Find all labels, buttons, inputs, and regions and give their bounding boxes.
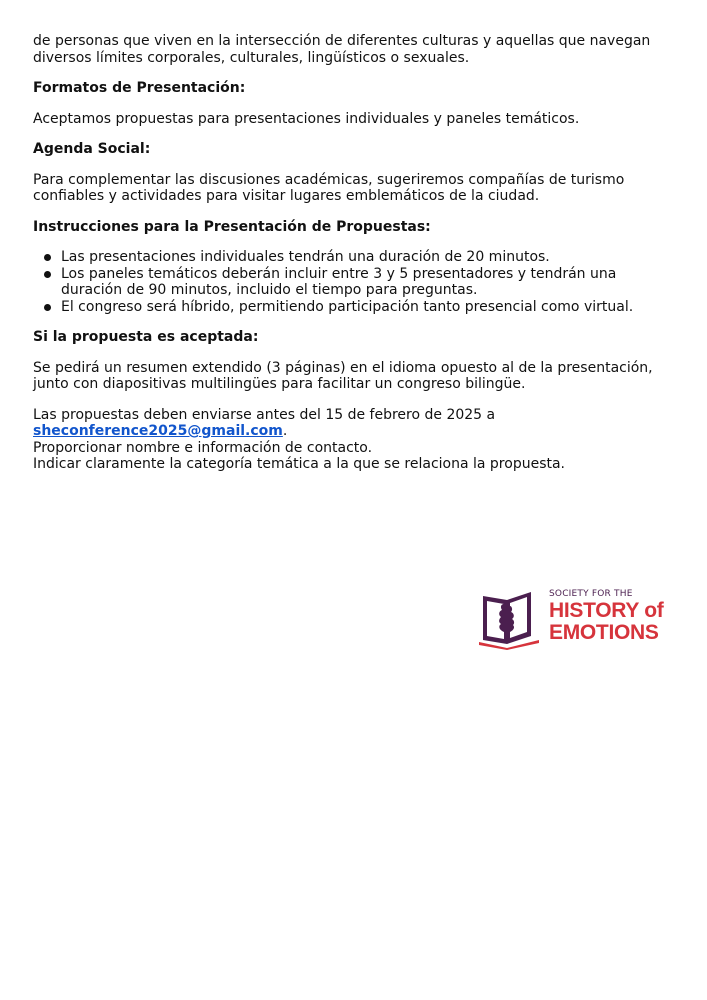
submission-line-2: Proporcionar nombre e información de contacto. (33, 439, 373, 456)
submission-line-1 (33, 407, 673, 440)
logo-line-emotions: EMOTIONS (549, 621, 659, 644)
logo-text (549, 586, 663, 644)
submission-period: . (282, 423, 288, 439)
logo-line-small: SOCIETY FOR THE (549, 589, 633, 599)
intro-paragraph-tail: de personas que viven en la intersección de diferentes culturas y aquellas que navegan diversos límites corporales, culturales, lingüísticos o sexuales. (33, 33, 651, 66)
accepted-heading: Si la propuesta es aceptada: (33, 329, 259, 345)
social-heading: Agenda Social: (33, 141, 151, 157)
submission-line-3: Indicar claramente la categoría temática a la que se relaciona la propuesta. (33, 456, 566, 472)
society-logo (477, 586, 669, 650)
accepted-text: Se pedirá un resumen extendido (3 páginas) en el idioma opuesto al de la presentación, junto con diapositivas multilingües para facilitar un congreso bilingüe. (33, 359, 653, 392)
document-page (33, 33, 673, 473)
social-text: Para complementar las discusiones académicas, sugeriremos compañías de turismo confiables y actividades para visitar lugares emblemáticos de la ciudad. (33, 171, 625, 204)
instructions-list (33, 249, 673, 315)
email-link[interactable]: sheconference2025@gmail.com (33, 423, 283, 439)
list-item: Los paneles temáticos deberán incluir entre 3 y 5 presentadores y tendrán una duración de 90 minutos, incluido el tiempo para preguntas. (33, 266, 673, 299)
list-item: Las presentaciones individuales tendrán una duración de 20 minutos. (33, 249, 673, 266)
submission-deadline-text: Las propuestas deben enviarse antes del 15 de febrero de 2025 a (33, 406, 496, 423)
book-faces-icon (477, 586, 543, 650)
formats-heading: Formatos de Presentación: (33, 80, 246, 96)
list-item: El congreso será híbrido, permitiendo participación tanto presencial como virtual. (33, 299, 673, 316)
formats-text: Aceptamos propuestas para presentaciones individuales y paneles temáticos. (33, 110, 580, 127)
instructions-heading: Instrucciones para la Presentación de Propuestas: (33, 218, 431, 235)
logo-line-history: HISTORY of (549, 599, 664, 622)
